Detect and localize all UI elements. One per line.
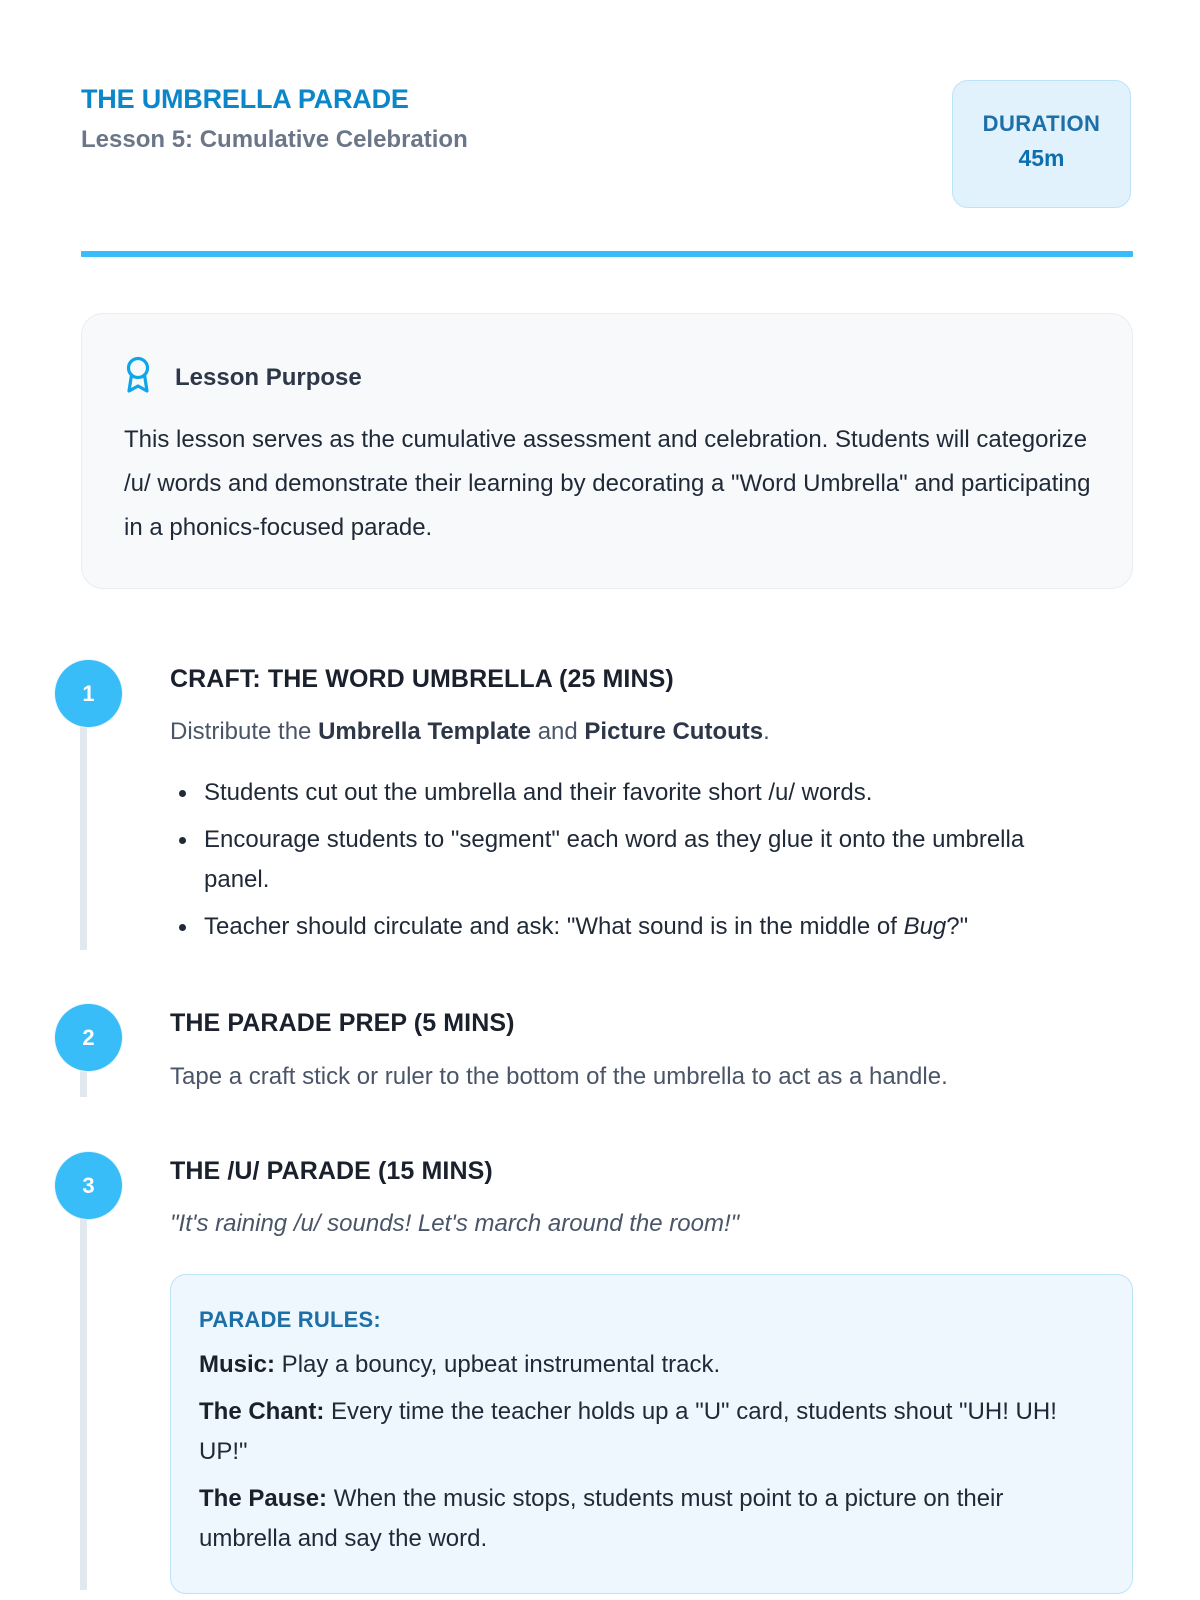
rules-list — [199, 1345, 1079, 1566]
timeline-line — [80, 1190, 87, 1590]
timeline-line — [80, 700, 87, 950]
award-ribbon-icon — [123, 356, 153, 399]
bullet-text: Teacher should circulate and ask: "What sound is in the middle of — [204, 913, 904, 940]
bullet-emphasis: Bug — [903, 913, 947, 940]
lesson-purpose-card — [81, 313, 1133, 589]
list-item — [170, 907, 1070, 947]
list-item: Students cut out the umbrella and their favorite short /u/ words. — [170, 773, 1070, 813]
step-number-badge: 3 — [55, 1152, 122, 1219]
purpose-heading — [123, 356, 362, 399]
step-description: Tape a craft stick or ruler to the bottom of the umbrella to act as a handle. — [170, 1063, 948, 1090]
step-title: CRAFT: THE WORD UMBRELLA (25 MINS) — [170, 665, 674, 693]
lesson-title: THE UMBRELLA PARADE — [81, 84, 409, 114]
parade-rules-box — [170, 1274, 1133, 1594]
step-bullets — [170, 773, 1070, 954]
duration-badge — [952, 80, 1131, 208]
desc-text: Distribute the — [170, 718, 319, 745]
step-number-badge: 2 — [55, 1004, 122, 1071]
rule-label: The Pause: — [199, 1485, 328, 1512]
header-divider — [81, 251, 1133, 257]
step-number-badge: 1 — [55, 660, 122, 727]
rule-text: Every time the teacher holds up a "U" card, students shout "UH! UH! UP!" — [199, 1398, 1057, 1465]
rule-text: Play a bouncy, upbeat instrumental track. — [275, 1351, 721, 1378]
step-title: THE /U/ PARADE (15 MINS) — [170, 1157, 493, 1185]
step-quote: "It's raining /u/ sounds! Let's march around the room!" — [170, 1210, 740, 1237]
duration-label: DURATION — [982, 111, 1101, 136]
purpose-text: This lesson serves as the cumulative assessment and celebration. Students will categorize /u/ words and demonstrate their learning by decorating a "Word Umbrella" and participating in a phonics-focused parade. — [124, 426, 1091, 541]
desc-text: and — [531, 718, 585, 745]
desc-text: . — [763, 718, 770, 745]
rule-label: Music: — [199, 1351, 276, 1378]
rule-item — [199, 1345, 1079, 1385]
rule-label: The Chant: — [199, 1398, 325, 1425]
umbrella-template-label: Umbrella Template — [318, 718, 532, 745]
list-item: Encourage students to "segment" each word as they glue it onto the umbrella panel. — [170, 820, 1070, 900]
step-title: THE PARADE PREP (5 MINS) — [170, 1009, 515, 1037]
purpose-title: Lesson Purpose — [175, 363, 362, 391]
rule-item — [199, 1392, 1079, 1472]
lesson-subtitle: Lesson 5: Cumulative Celebration — [81, 126, 468, 153]
bullet-text: ?" — [946, 913, 969, 940]
rule-text: When the music stops, students must point to a picture on their umbrella and say the word. — [199, 1485, 1004, 1552]
rule-item — [199, 1479, 1079, 1559]
rules-heading: PARADE RULES: — [199, 1307, 381, 1332]
step-description — [170, 718, 770, 746]
picture-cutouts-label: Picture Cutouts — [584, 718, 764, 745]
duration-value: 45m — [1018, 145, 1065, 171]
